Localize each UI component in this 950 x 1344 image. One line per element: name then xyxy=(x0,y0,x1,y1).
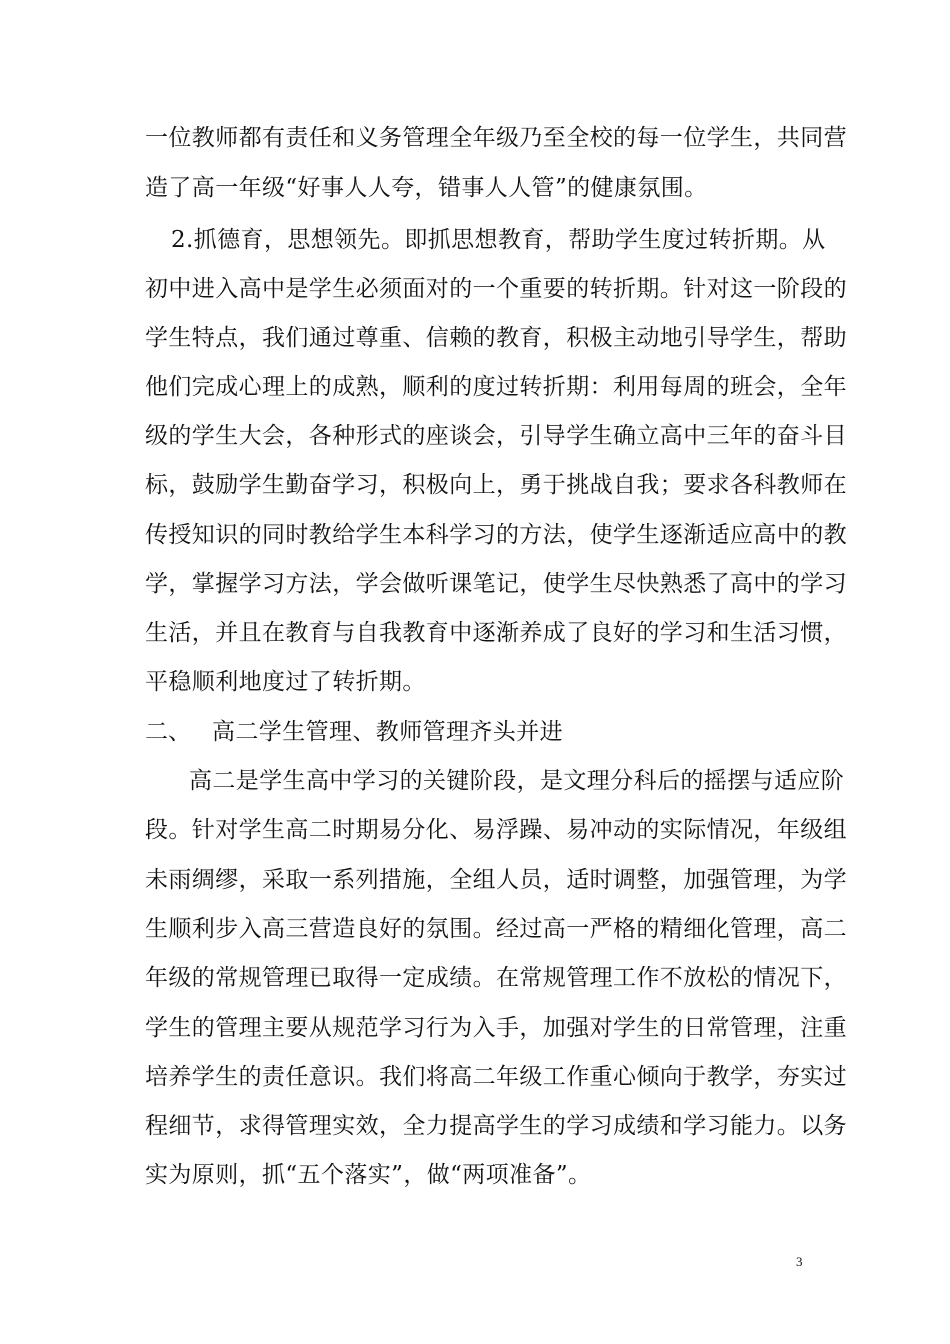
paragraph-3-line-7: 培养学生的责任意识。我们将高二年级工作重心倾向于教学，夯实过 xyxy=(145,1064,847,1090)
paragraph-2-line-2: 初中进入高中是学生必须面对的一个重要的转折期。针对这一阶段的 xyxy=(145,276,847,302)
paragraph-3-line-1: 高二是学生高中学习的关键阶段，是文理分科后的摇摆与适应阶 xyxy=(189,768,845,794)
paragraph-2-line-9: 生活，并且在教育与自我教育中逐渐养成了良好的学习和生活习惯， xyxy=(145,620,847,646)
paragraph-2-line-4: 他们完成心理上的成熟，顺利的度过转折期：利用每周的班会，全年 xyxy=(145,374,847,400)
paragraph-1-line-2: 造了高一年级“好事人人夸，错事人人管”的健康氛围。 xyxy=(145,175,708,201)
paragraph-3-line-6: 学生的管理主要从规范学习行为入手，加强对学生的日常管理，注重 xyxy=(145,1015,847,1041)
paragraph-3-line-2: 段。针对学生高二时期易分化、易浮躁、易冲动的实际情况，年级组 xyxy=(145,817,847,843)
paragraph-3-line-5: 年级的常规管理已取得一定成绩。在常规管理工作不放松的情况下， xyxy=(145,965,847,991)
paragraph-2-line-5: 级的学生大会，各种形式的座谈会，引导学生确立高中三年的奋斗目 xyxy=(145,423,847,449)
paragraph-2-line-3: 学生特点，我们通过尊重、信赖的教育，积极主动地引导学生，帮助 xyxy=(145,325,847,351)
paragraph-3-line-8: 程细节，求得管理实效，全力提高学生的学习成绩和学习能力。以务 xyxy=(145,1113,847,1139)
paragraph-2-line-6: 标，鼓励学生勤奋学习，积极向上，勇于挑战自我；要求各科教师在 xyxy=(145,472,847,498)
paragraph-3-line-3: 未雨绸缪，采取一系列措施，全组人员，适时调整，加强管理，为学 xyxy=(145,867,847,893)
paragraph-3-line-9: 实为原则，抓“五个落实”，做“两项准备”。 xyxy=(145,1162,592,1188)
paragraph-1-line-1: 一位教师都有责任和义务管理全年级乃至全校的每一位学生，共同营 xyxy=(145,125,847,151)
paragraph-2-line-7: 传授知识的同时教给学生本科学习的方法，使学生逐渐适应高中的教 xyxy=(145,522,847,548)
paragraph-3-line-4: 生顺利步入高三营造良好的氛围。经过高一严格的精细化管理，高二 xyxy=(145,916,847,942)
paragraph-2-line-8: 学，掌握学习方法，学会做听课笔记，使学生尽快熟悉了高中的学习 xyxy=(145,571,847,597)
section-heading-number: 二、 xyxy=(145,719,191,745)
section-heading-title: 高二学生管理、教师管理齐头并进 xyxy=(212,719,563,745)
page-number: 3 xyxy=(796,1254,803,1269)
paragraph-2-line-10: 平稳顺利地度过了转折期。 xyxy=(145,669,426,695)
paragraph-2-line-1: 2.抓德育，思想领先。即抓思想教育，帮助学生度过转折期。从 xyxy=(171,227,826,253)
